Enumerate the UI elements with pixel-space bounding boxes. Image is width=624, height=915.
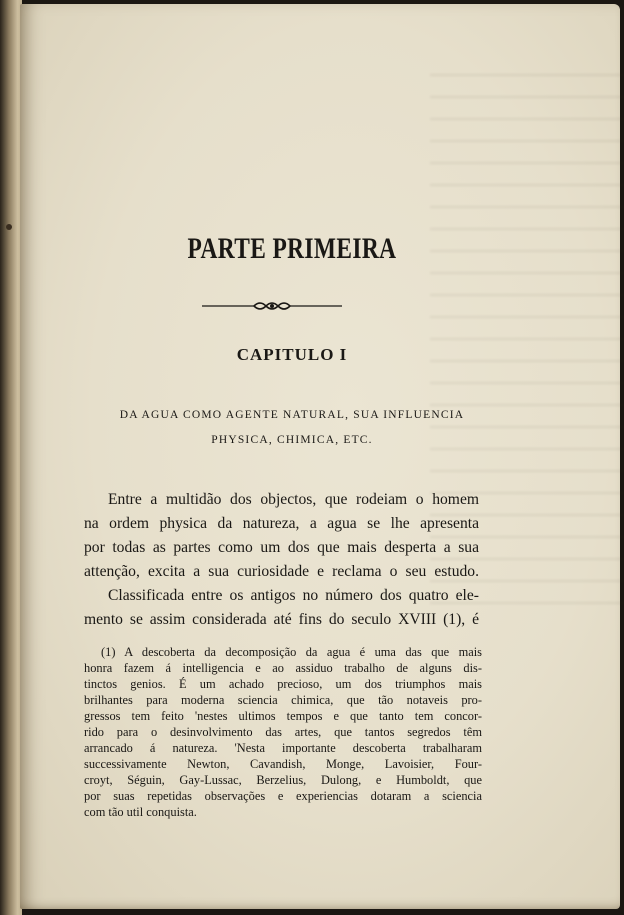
footnote-line: rido para o desinvolvimento das artes, que tantos segredos têm [84, 725, 482, 739]
body-text-line: Classificada entre os antigos no número dos quatro ele- [108, 587, 479, 604]
footnote-line: (1) A descoberta da decomposição da agua é uma das que mais [101, 645, 482, 659]
ornament-divider [202, 298, 342, 314]
body-text-line: por todas as partes como um dos que mais desperta a sua [84, 539, 479, 556]
footnote-line: gressos tem feito 'nestes ultimos tempos e que tanto tem concor- [84, 709, 482, 723]
page-edge-mark [6, 224, 12, 230]
footnote-line: brilhantes para moderna sciencia chimica, que tão notaveis pro- [84, 693, 482, 707]
footnote-line: com tão util conquista. [84, 805, 197, 819]
footnote-line: tinctos genios. É um achado precioso, um dos triumphos mais [84, 677, 482, 691]
footnote-line: arrancado á natureza. 'Nesta importante descoberta trabalharam [84, 741, 482, 755]
body-text-line: na ordem physica da natureza, a agua se lhe apresenta [84, 515, 479, 532]
chapter-heading-line: PHYSICA, CHIMICA, ETC. [211, 434, 373, 446]
page-sheet [20, 4, 620, 909]
chapter-title: CAPITULO I [236, 345, 348, 364]
footnote-line: croyt, Séguin, Gay-Lussac, Berzelius, Dulong, e Humboldt, que [84, 773, 482, 787]
part-title: PARTE PRIMEIRA [187, 232, 397, 265]
adjacent-page-edge [0, 0, 22, 915]
footnote-line: successivamente Newton, Cavandish, Monge, Lavoisier, Four- [84, 757, 482, 771]
body-text-line: Entre a multidão dos objectos, que rodeiam o homem [108, 491, 479, 508]
body-text-line: mento se assim considerada até fins do seculo XVIII (1), é [84, 611, 479, 628]
body-text-line: attenção, excita a sua curiosidade e reclama o seu estudo. [84, 563, 479, 580]
footnote-line: honra fazem á intelligencia e ao assiduo trabalho de alguns dis- [84, 661, 482, 675]
chapter-heading-line: DA AGUA COMO AGENTE NATURAL, SUA INFLUENCIA [119, 409, 465, 421]
footnote-line: por suas repetidas observações e experiencias dotaram a sciencia [84, 789, 482, 803]
